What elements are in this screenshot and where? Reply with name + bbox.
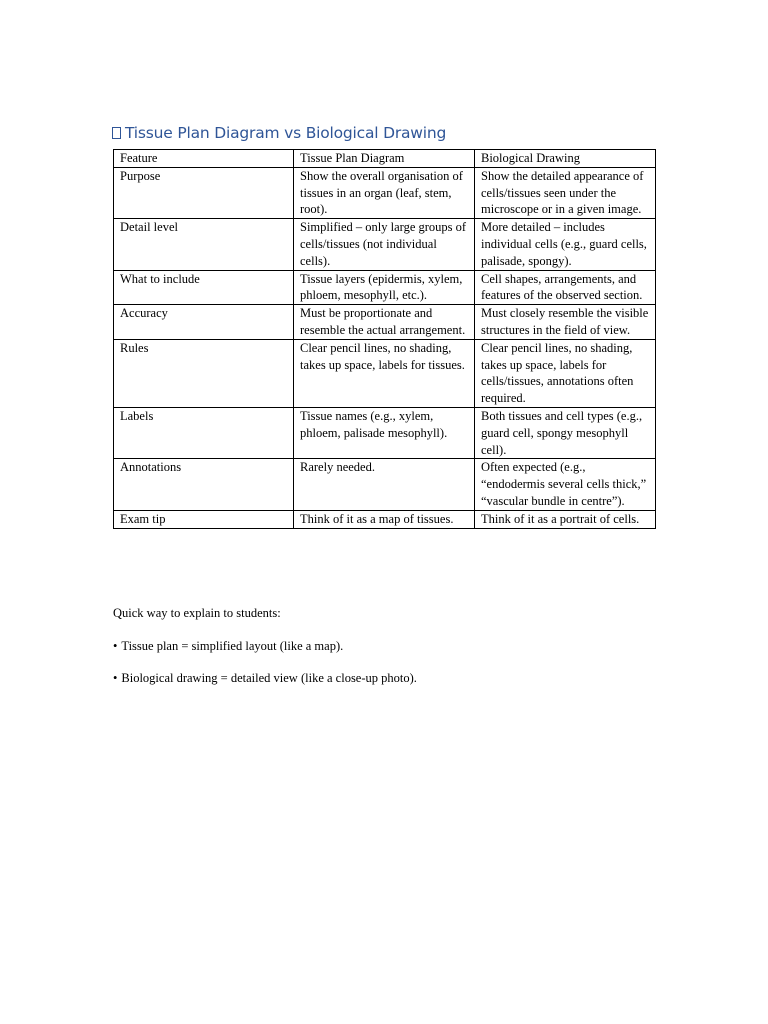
feature-cell: What to include bbox=[114, 270, 294, 305]
page-title-text: Tissue Plan Diagram vs Biological Drawing bbox=[125, 124, 447, 142]
plan-cell: Think of it as a map of tissues. bbox=[294, 510, 475, 528]
plan-cell: Tissue layers (epidermis, xylem, phloem, mesophyll, etc.). bbox=[294, 270, 475, 305]
plan-cell: Simplified – only large groups of cells/tissues (not individual cells). bbox=[294, 219, 475, 270]
drawing-cell: Show the detailed appearance of cells/tissues seen under the microscope or in a given image. bbox=[475, 167, 656, 218]
bullet-item bbox=[113, 639, 343, 654]
header-cell-biological-drawing: Biological Drawing bbox=[475, 150, 656, 168]
feature-cell: Exam tip bbox=[114, 510, 294, 528]
comparison-table bbox=[113, 149, 656, 529]
table-row bbox=[114, 510, 656, 528]
drawing-cell: Often expected (e.g., “endodermis several cells thick,” “vascular bundle in centre”). bbox=[475, 459, 656, 510]
header-cell-feature: Feature bbox=[114, 150, 294, 168]
table-row bbox=[114, 270, 656, 305]
feature-cell: Annotations bbox=[114, 459, 294, 510]
plan-cell: Must be proportionate and resemble the actual arrangement. bbox=[294, 305, 475, 340]
drawing-cell: Clear pencil lines, no shading, takes up space, labels for cells/tissues, annotations often required. bbox=[475, 339, 656, 407]
bullet-text: Tissue plan = simplified layout (like a map). bbox=[121, 639, 344, 653]
feature-cell: Purpose bbox=[114, 167, 294, 218]
page-title bbox=[112, 124, 446, 142]
plan-cell: Clear pencil lines, no shading, takes up space, labels for tissues. bbox=[294, 339, 475, 407]
bullet-item bbox=[113, 671, 417, 686]
table-header-row bbox=[114, 150, 656, 168]
plan-cell: Rarely needed. bbox=[294, 459, 475, 510]
table-row bbox=[114, 219, 656, 270]
feature-cell: Accuracy bbox=[114, 305, 294, 340]
feature-cell: Rules bbox=[114, 339, 294, 407]
table-row bbox=[114, 305, 656, 340]
bullet-marker: • bbox=[113, 671, 118, 685]
header-cell-tissue-plan: Tissue Plan Diagram bbox=[294, 150, 475, 168]
drawing-cell: Both tissues and cell types (e.g., guard cell, spongy mesophyll cell). bbox=[475, 407, 656, 458]
drawing-cell: More detailed – includes individual cells (e.g., guard cells, palisade, spongy). bbox=[475, 219, 656, 270]
drawing-cell: Think of it as a portrait of cells. bbox=[475, 510, 656, 528]
plan-cell: Tissue names (e.g., xylem, phloem, palisade mesophyll). bbox=[294, 407, 475, 458]
bullet-text: Biological drawing = detailed view (like a close-up photo). bbox=[121, 671, 417, 685]
missing-glyph-icon bbox=[112, 127, 121, 139]
intro-text: Quick way to explain to students: bbox=[113, 606, 281, 620]
table-row bbox=[114, 407, 656, 458]
plan-cell: Show the overall organisation of tissues in an organ (leaf, stem, root). bbox=[294, 167, 475, 218]
table-row bbox=[114, 459, 656, 510]
bullet-marker: • bbox=[113, 639, 118, 653]
table-row bbox=[114, 339, 656, 407]
drawing-cell: Must closely resemble the visible structures in the field of view. bbox=[475, 305, 656, 340]
feature-cell: Detail level bbox=[114, 219, 294, 270]
feature-cell: Labels bbox=[114, 407, 294, 458]
table-row bbox=[114, 167, 656, 218]
drawing-cell: Cell shapes, arrangements, and features of the observed section. bbox=[475, 270, 656, 305]
